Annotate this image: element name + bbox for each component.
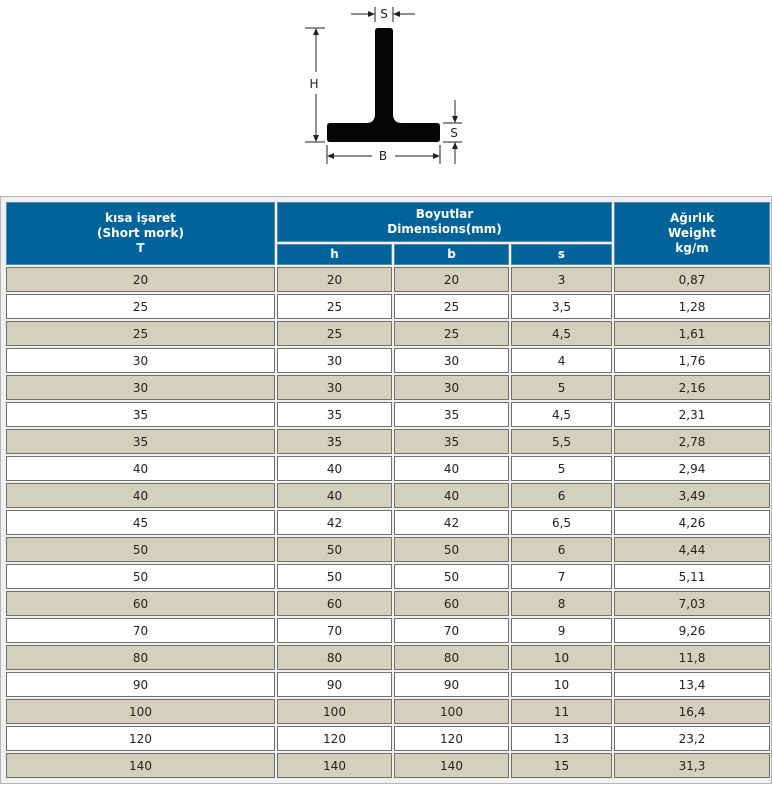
header-s: s <box>511 244 612 265</box>
cell-s: 8 <box>511 591 612 616</box>
cell-weight: 9,26 <box>614 618 770 643</box>
cell-weight: 23,2 <box>614 726 770 751</box>
label-h: H <box>309 77 319 91</box>
cell-weight: 3,49 <box>614 483 770 508</box>
cell-b: 30 <box>394 348 509 373</box>
cell-short-mark: 50 <box>6 564 275 589</box>
table-row <box>6 699 770 724</box>
cell-b: 30 <box>394 375 509 400</box>
cell-weight: 4,44 <box>614 537 770 562</box>
cell-h: 80 <box>277 645 392 670</box>
cell-h: 20 <box>277 267 392 292</box>
cell-b: 80 <box>394 645 509 670</box>
cell-short-mark: 90 <box>6 672 275 697</box>
cell-b: 35 <box>394 402 509 427</box>
cell-short-mark: 35 <box>6 402 275 427</box>
cell-h: 140 <box>277 753 392 778</box>
cell-b: 120 <box>394 726 509 751</box>
cell-s: 6 <box>511 537 612 562</box>
cell-b: 60 <box>394 591 509 616</box>
table-row <box>6 429 770 454</box>
cell-weight: 1,61 <box>614 321 770 346</box>
cell-short-mark: 70 <box>6 618 275 643</box>
cell-b: 90 <box>394 672 509 697</box>
table-row <box>6 483 770 508</box>
cell-weight: 13,4 <box>614 672 770 697</box>
cell-weight: 7,03 <box>614 591 770 616</box>
table-row <box>6 564 770 589</box>
cell-h: 60 <box>277 591 392 616</box>
cell-h: 42 <box>277 510 392 535</box>
table-row <box>6 321 770 346</box>
cell-h: 25 <box>277 321 392 346</box>
cell-h: 25 <box>277 294 392 319</box>
cell-b: 42 <box>394 510 509 535</box>
cell-b: 25 <box>394 321 509 346</box>
cell-b: 35 <box>394 429 509 454</box>
cell-s: 4,5 <box>511 402 612 427</box>
cell-h: 50 <box>277 564 392 589</box>
cell-short-mark: 30 <box>6 375 275 400</box>
cell-h: 120 <box>277 726 392 751</box>
cell-h: 90 <box>277 672 392 697</box>
cell-short-mark: 100 <box>6 699 275 724</box>
t-profile-table <box>4 200 772 780</box>
cell-short-mark: 20 <box>6 267 275 292</box>
header-dimensions: Boyutlar Dimensions(mm) <box>277 202 612 242</box>
cell-weight: 4,26 <box>614 510 770 535</box>
t-profile-shape <box>327 28 440 142</box>
cell-b: 25 <box>394 294 509 319</box>
cell-weight: 1,28 <box>614 294 770 319</box>
cell-s: 5,5 <box>511 429 612 454</box>
cell-weight: 1,76 <box>614 348 770 373</box>
cell-b: 40 <box>394 456 509 481</box>
table-row <box>6 591 770 616</box>
cell-s: 5 <box>511 375 612 400</box>
cell-s: 3 <box>511 267 612 292</box>
cell-b: 70 <box>394 618 509 643</box>
cell-b: 20 <box>394 267 509 292</box>
cell-s: 15 <box>511 753 612 778</box>
table-row <box>6 618 770 643</box>
table-row <box>6 753 770 778</box>
cell-short-mark: 25 <box>6 321 275 346</box>
table-row <box>6 645 770 670</box>
cell-short-mark: 40 <box>6 456 275 481</box>
cell-s: 6,5 <box>511 510 612 535</box>
label-b: B <box>378 149 388 163</box>
cell-short-mark: 80 <box>6 645 275 670</box>
cell-s: 11 <box>511 699 612 724</box>
table-row <box>6 456 770 481</box>
table-row <box>6 294 770 319</box>
header-weight: Ağırlık Weight kg/m <box>614 202 770 265</box>
cell-h: 35 <box>277 402 392 427</box>
label-s-top: S <box>380 7 388 21</box>
cell-b: 50 <box>394 564 509 589</box>
table-row <box>6 375 770 400</box>
cell-h: 50 <box>277 537 392 562</box>
t-profile-diagram <box>0 0 772 190</box>
cell-weight: 2,94 <box>614 456 770 481</box>
header-h: h <box>277 244 392 265</box>
table-row <box>6 672 770 697</box>
table-body <box>6 267 770 778</box>
cell-s: 3,5 <box>511 294 612 319</box>
cell-short-mark: 45 <box>6 510 275 535</box>
cell-weight: 2,31 <box>614 402 770 427</box>
table-row <box>6 267 770 292</box>
cell-weight: 2,16 <box>614 375 770 400</box>
cell-s: 13 <box>511 726 612 751</box>
table-row <box>6 537 770 562</box>
cell-s: 7 <box>511 564 612 589</box>
cell-s: 4 <box>511 348 612 373</box>
table-row <box>6 348 770 373</box>
header-b: b <box>394 244 509 265</box>
cell-weight: 16,4 <box>614 699 770 724</box>
cell-h: 30 <box>277 348 392 373</box>
header-short-mark: kısa işaret (Short mork) T <box>6 202 275 265</box>
table-row <box>6 402 770 427</box>
cell-h: 100 <box>277 699 392 724</box>
cell-short-mark: 60 <box>6 591 275 616</box>
cell-weight: 5,11 <box>614 564 770 589</box>
cell-s: 5 <box>511 456 612 481</box>
cell-short-mark: 120 <box>6 726 275 751</box>
profile-table-panel <box>0 196 772 784</box>
table-row <box>6 726 770 751</box>
cell-s: 10 <box>511 672 612 697</box>
cell-b: 140 <box>394 753 509 778</box>
cell-b: 50 <box>394 537 509 562</box>
cell-short-mark: 40 <box>6 483 275 508</box>
cell-short-mark: 35 <box>6 429 275 454</box>
cell-s: 10 <box>511 645 612 670</box>
cell-short-mark: 25 <box>6 294 275 319</box>
cell-h: 40 <box>277 456 392 481</box>
cell-short-mark: 140 <box>6 753 275 778</box>
cell-weight: 11,8 <box>614 645 770 670</box>
cell-b: 100 <box>394 699 509 724</box>
cell-short-mark: 50 <box>6 537 275 562</box>
cell-weight: 0,87 <box>614 267 770 292</box>
cell-h: 30 <box>277 375 392 400</box>
cell-short-mark: 30 <box>6 348 275 373</box>
cell-b: 40 <box>394 483 509 508</box>
table-row <box>6 510 770 535</box>
cell-s: 9 <box>511 618 612 643</box>
cell-h: 70 <box>277 618 392 643</box>
cell-weight: 31,3 <box>614 753 770 778</box>
cell-weight: 2,78 <box>614 429 770 454</box>
cell-s: 4,5 <box>511 321 612 346</box>
cell-h: 40 <box>277 483 392 508</box>
cell-s: 6 <box>511 483 612 508</box>
cell-h: 35 <box>277 429 392 454</box>
label-s-side: S <box>450 126 458 140</box>
